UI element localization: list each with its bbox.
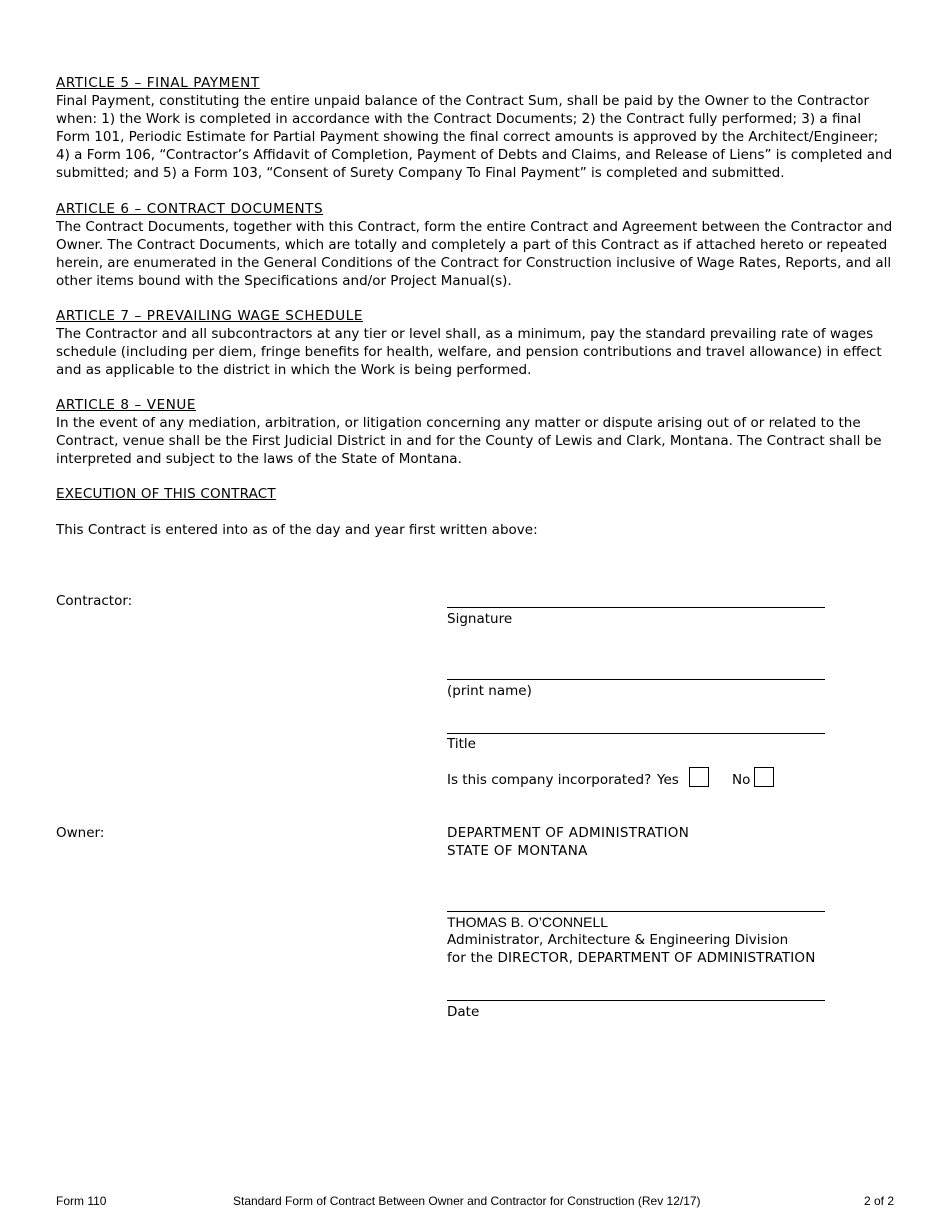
article-6 <box>56 200 896 290</box>
article-5-heading: ARTICLE 5 – FINAL PAYMENT <box>56 75 260 91</box>
article-5-text: Final Payment, constituting the entire unpaid balance of the Contract Sum, shall be paid by the Owner to the Contractor when: 1) the Work is completed in accordance with the Contract Documents; 2) the Contract fully performed; 3) a final Form 101, Periodic Estimate for Partial Payment showing the final correct amounts is approved by the Architect/Engineer; 4) a Form 106, “Contractor’s Affidavit of Completion, Payment of Debts and Claims, and Release of Liens” is completed and submitted; and 5) a Form 103, “Consent of Surety Company To Final Payment” is completed and submitted. <box>56 93 893 181</box>
owner-signature-line[interactable] <box>447 911 825 912</box>
owner-signer-name: THOMAS B. O’CONNELL <box>447 914 609 930</box>
signature-label: Signature <box>447 611 513 627</box>
execution-section <box>56 485 896 503</box>
print-name-line[interactable] <box>447 679 825 680</box>
date-line[interactable] <box>447 1000 825 1001</box>
article-7 <box>56 307 896 379</box>
incorporated-yes-label: Yes <box>657 772 679 788</box>
article-8 <box>56 396 896 468</box>
date-label: Date <box>447 1004 480 1020</box>
owner-org-line2: STATE OF MONTANA <box>447 843 588 859</box>
article-7-text: The Contractor and all subcontractors at any tier or level shall, as a minimum, pay the standard prevailing rate of wages schedule (including per diem, fringe benefits for health, welfare, and pension contributions and travel allowance) in effect and as applicable to the district in which the Work is being performed. <box>56 326 882 378</box>
footer-title: Standard Form of Contract Between Owner and Contractor for Construction (Rev 12/17) <box>233 1194 701 1208</box>
article-5 <box>56 74 896 182</box>
incorporated-yes-checkbox[interactable] <box>689 767 709 787</box>
incorporated-no-checkbox[interactable] <box>754 767 774 787</box>
owner-org-line1: DEPARTMENT OF ADMINISTRATION <box>447 825 690 841</box>
footer-page-number: 2 of 2 <box>863 1194 894 1208</box>
contractor-label: Contractor: <box>56 593 133 609</box>
execution-intro: This Contract is entered into as of the day and year first written above: <box>56 522 538 538</box>
article-7-heading: ARTICLE 7 – PREVAILING WAGE SCHEDULE <box>56 308 364 324</box>
owner-label: Owner: <box>56 825 105 841</box>
article-6-text: The Contract Documents, together with this Contract, form the entire Contract and Agreement between the Contractor and Owner. The Contract Documents, which are totally and completely a part of this Contract as if attached hereto or repeated herein, are enumerated in the General Conditions of the Contract for Construction inclusive of Wage Rates, Reports, and all other items bound with the Specifications and/or Project Manual(s). <box>56 219 893 289</box>
print-name-label: (print name) <box>447 683 532 699</box>
incorporated-no-label: No <box>732 772 751 788</box>
article-8-text: In the event of any mediation, arbitration, or litigation concerning any matter or dispute arising out of or related to the Contract, venue shall be the First Judicial District in and for the County of Lewis and Clark, Montana. The Contract shall be interpreted and subject to the laws of the State of Montana. <box>56 415 882 467</box>
owner-signer-for: for the DIRECTOR, DEPARTMENT OF ADMINISTRATION <box>447 950 816 966</box>
execution-heading: EXECUTION OF THIS CONTRACT <box>56 486 276 502</box>
signature-line[interactable] <box>447 607 825 608</box>
article-6-heading: ARTICLE 6 – CONTRACT DOCUMENTS <box>56 201 324 217</box>
owner-signer-title: Administrator, Architecture & Engineering Division <box>447 932 789 948</box>
title-line[interactable] <box>447 733 825 734</box>
title-label: Title <box>447 736 476 752</box>
incorporated-question: Is this company incorporated? <box>447 772 652 788</box>
footer-form-number: Form 110 <box>56 1194 107 1208</box>
article-8-heading: ARTICLE 8 – VENUE <box>56 397 197 413</box>
